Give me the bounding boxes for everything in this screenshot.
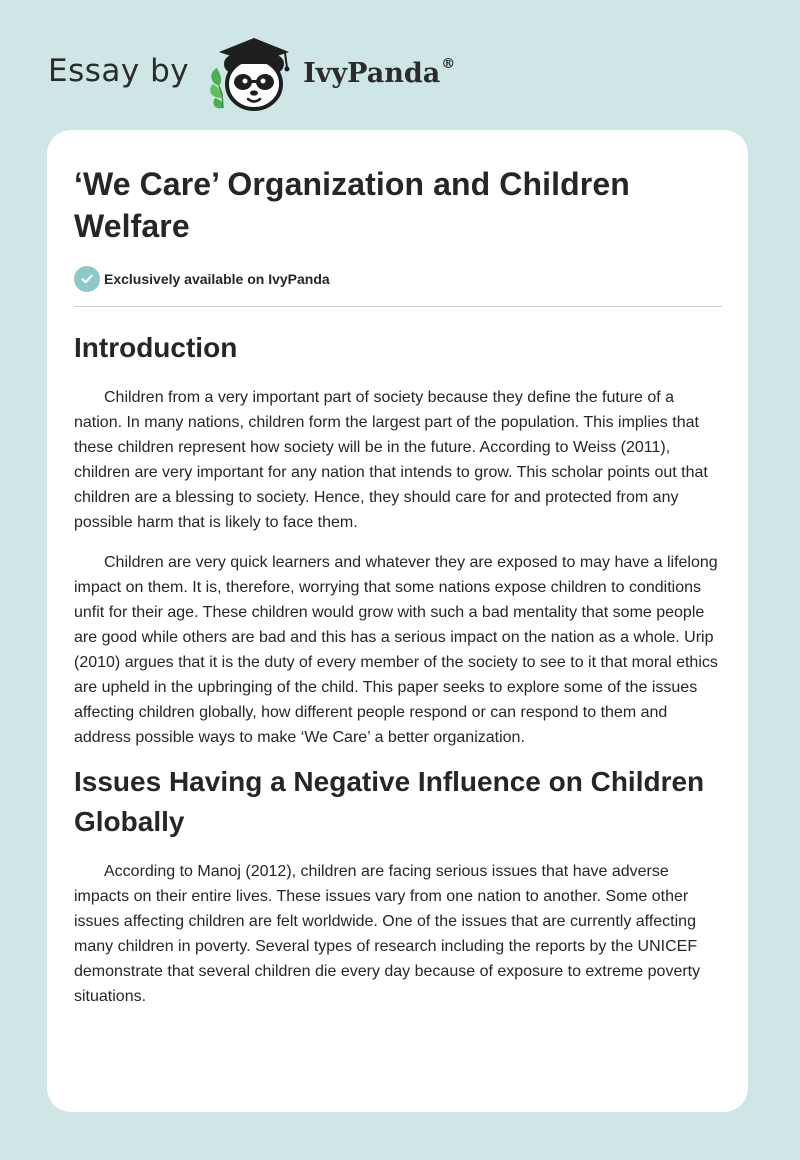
check-icon [74, 266, 100, 292]
section-heading-introduction: Introduction [74, 332, 238, 363]
site-logo[interactable] [48, 34, 455, 114]
divider [74, 306, 722, 307]
logo-brand-name: IvyPanda [303, 57, 441, 89]
logo-brand [303, 55, 456, 89]
essay-card [47, 130, 748, 1112]
logo-prefix: Essay by [48, 53, 190, 89]
registered-mark: ® [441, 55, 456, 72]
paragraph: Children are very quick learners and whatever they are exposed to may have a lifelong impact on them. It is, therefore, worrying that some nations expose children to conditions unfit for their age. These children would grow with such a bad mentality that some people are good while others are bad and this has a serious impact on the nation as a whole. Urip (2010) argues that it is the duty of every member of the society to see to it that moral ethics are upheld in the upbringing of the child. This paper seeks to explore some of the issues affecting children globally, how different people respond or can respond to them and address possible ways to make ‘We Care’ a better organization. [74, 554, 718, 746]
badge-label: Exclusively available on IvyPanda [104, 271, 330, 287]
paragraph: According to Manoj (2012), children are facing serious issues that have adverse impacts on their entire lives. These issues vary from one nation to another. Some other issues affecting children are felt worldwide. One of the issues that are currently affecting many children in poverty. Several types of research including the reports by the UNICEF demonstrate that several children die every day because of exposure to extreme poverty situations. [74, 863, 701, 1005]
paragraph: Children from a very important part of society because they define the future of a nation. In many nations, children form the largest part of the population. This implies that these children represent how society will be in the future. According to Weiss (2011), children are very important for any nation that intends to grow. This scholar points out that children are a blessing to society. Hence, they should care for and protected from any possible harm that is likely to face them. [74, 389, 708, 531]
section-heading-issues: Issues Having a Negative Influence on Children Globally [74, 766, 705, 837]
essay-title: ‘We Care’ Organization and Children Welfare [74, 166, 630, 244]
exclusive-badge [74, 265, 722, 293]
panda-graduate-icon [205, 34, 297, 114]
